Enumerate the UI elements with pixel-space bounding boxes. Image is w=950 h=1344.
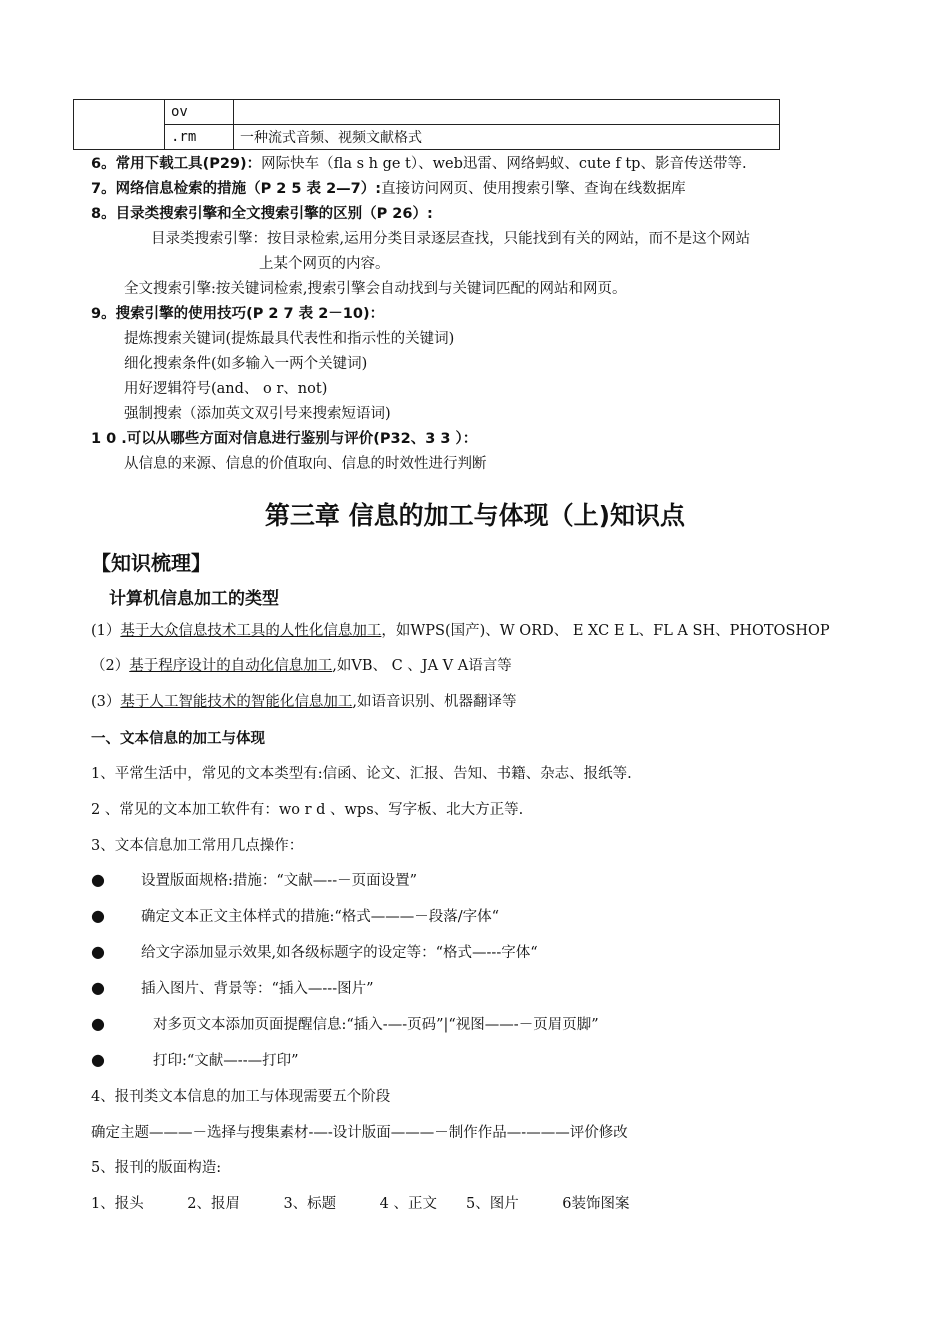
type-name: 基于大众信息技术工具的人性化信息加工 bbox=[120, 623, 382, 639]
bullet-item: 打印:“文献—--—打印” bbox=[153, 1053, 299, 1069]
bullet-icon: ● bbox=[91, 1014, 105, 1033]
item-9-title: 9。搜索引擎的使用技巧(P 2 7 表 2－10)： bbox=[91, 306, 385, 322]
type-examples: ,如VB、 C 、JA V A语言等 bbox=[332, 658, 512, 674]
paragraph: 2 、常见的文本加工软件有：wo r d 、wps、写字板、北大方正等. bbox=[91, 802, 524, 818]
item-8-line: 全文搜索引擎:按关键词检索,搜索引擎会自动找到与关键词匹配的网站和网页。 bbox=[124, 281, 627, 297]
bullet-item: 对多页文本添加页面提醒信息:“插入-—-页码”|“视图——-－页眉页脚” bbox=[153, 1017, 599, 1033]
bullet-item: 确定文本正文主体样式的措施:“格式———－段落/字体“ bbox=[141, 909, 500, 925]
table-cell bbox=[234, 100, 780, 125]
subsection-heading: 计算机信息加工的类型 bbox=[109, 589, 279, 609]
item-8-line: 上某个网页的内容。 bbox=[259, 256, 390, 272]
paragraph: 5、报刊的版面构造: bbox=[91, 1160, 222, 1176]
text-section-heading: 一、文本信息的加工与体现 bbox=[91, 731, 265, 747]
bullet-item: 设置版面规格:措施：“文献—--－页面设置” bbox=[141, 873, 418, 889]
table-cell: ov bbox=[165, 100, 234, 125]
type-name: 基于人工智能技术的智能化信息加工 bbox=[120, 694, 353, 710]
type-prefix: （2） bbox=[91, 658, 130, 674]
paragraph: 4、报刊类文本信息的加工与体现需要五个阶段 bbox=[91, 1089, 391, 1105]
bullet-item: 插入图片、背景等：“插入—---图片” bbox=[141, 981, 374, 997]
processing-type-1 bbox=[91, 621, 830, 641]
table-cell bbox=[74, 100, 165, 125]
table-row bbox=[74, 100, 780, 125]
section-heading: 【知识梳理】 bbox=[91, 551, 211, 575]
item-6-title: 6。常用下载工具(P29)： bbox=[91, 156, 262, 172]
item-7-title: 7。网络信息检索的措施（P 2 5 表 2—7）: bbox=[91, 181, 382, 197]
item-9-line: 用好逻辑符号(and、 o r、not) bbox=[124, 381, 328, 397]
chapter-title: 第三章 信息的加工与体现（上)知识点 bbox=[264, 501, 686, 530]
bullet-icon: ● bbox=[91, 942, 105, 961]
item-8-title: 8。目录类搜索引擎和全文搜索引擎的区别（P 26）: bbox=[91, 206, 433, 222]
table-cell: 一种流式音频、视频文献格式 bbox=[234, 125, 780, 150]
item-6-text: 网际快车（fla s h ge t）、web迅雷、网络蚂蚁、cute f tp、影音传送带等. bbox=[261, 156, 747, 172]
item-9-line: 提炼搜索关键词(提炼最具代表性和指示性的关键词) bbox=[124, 331, 455, 347]
item-10-line: 从信息的来源、信息的价值取向、信息的时效性进行判断 bbox=[124, 456, 487, 472]
item-9-line: 细化搜索条件(如多输入一两个关键词) bbox=[124, 356, 368, 372]
bullet-icon: ● bbox=[91, 906, 105, 925]
bullet-icon: ● bbox=[91, 1050, 105, 1069]
bullet-icon: ● bbox=[91, 978, 105, 997]
type-prefix: (3） bbox=[91, 694, 121, 710]
processing-type-3 bbox=[91, 692, 517, 712]
bullet-icon: ● bbox=[91, 870, 105, 889]
table-cell bbox=[74, 125, 165, 150]
type-examples: ，如WPS(国产)、W ORD、 E XC E L、FL A SH、PHOTOSHOP bbox=[381, 623, 830, 639]
item-8-line: 目录类搜索引擎：按目录检索,运用分类目录逐层查找，只能找到有关的网站，而不是这个网站 bbox=[151, 231, 751, 247]
table-row bbox=[74, 125, 780, 150]
table-cell: .rm bbox=[165, 125, 234, 150]
type-examples: ,如语音识别、机器翻译等 bbox=[352, 694, 517, 710]
file-format-table bbox=[73, 99, 780, 150]
paragraph: 3、文本信息加工常用几点操作： bbox=[91, 838, 304, 854]
item-10-title: 1 0 .可以从哪些方面对信息进行鉴别与评价(P32、3 3 ）： bbox=[91, 431, 478, 447]
type-prefix: (1） bbox=[91, 623, 121, 639]
item-7-text: 直接访问网页、使用搜索引擎、查询在线数据库 bbox=[381, 181, 686, 197]
item-9-line: 强制搜索（添加英文双引号来搜索短语词) bbox=[124, 406, 391, 422]
item-6 bbox=[91, 154, 747, 174]
workflow-line: 确定主题———－选择与搜集素材-—-设计版面———－制作作品—-———评价修改 bbox=[91, 1125, 628, 1141]
layout-parts-line: 1、报头 2、报眉 3、标题 4 、正文 5、图片 6装饰图案 bbox=[91, 1196, 630, 1212]
processing-type-2 bbox=[91, 656, 512, 676]
type-name: 基于程序设计的自动化信息加工 bbox=[129, 658, 333, 674]
bullet-item: 给文字添加显示效果,如各级标题字的设定等：“格式—---字体“ bbox=[141, 945, 538, 961]
paragraph: 1、平常生活中，常见的文本类型有:信函、论文、汇报、告知、书籍、杂志、报纸等. bbox=[91, 766, 632, 782]
item-7 bbox=[91, 179, 686, 199]
